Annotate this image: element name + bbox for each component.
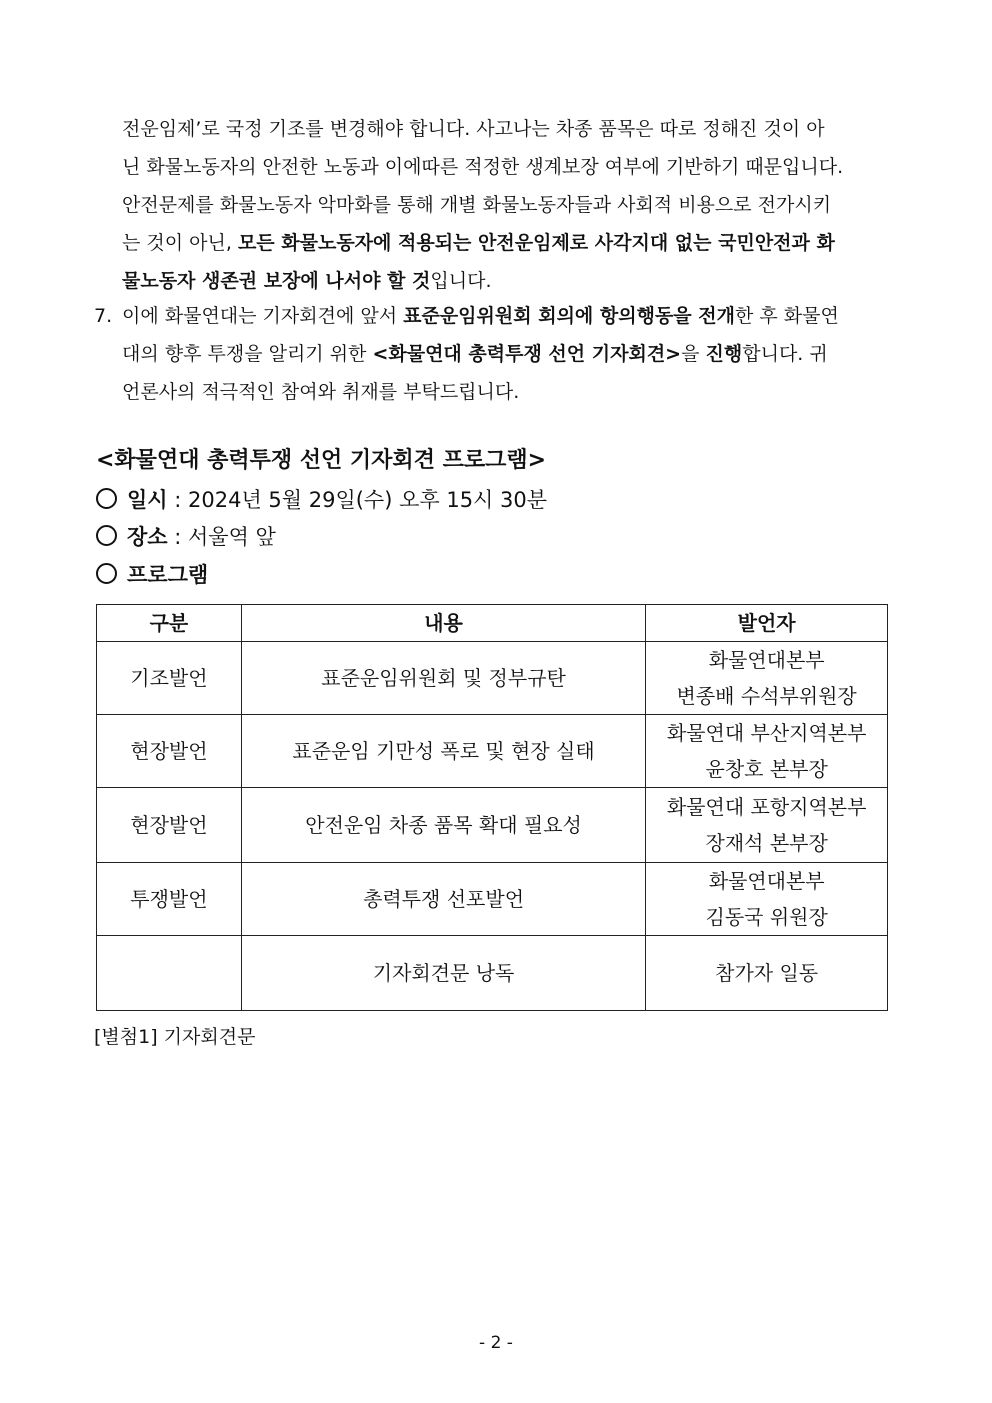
table-header-row [97,605,888,642]
cell-category: 현장발언 [97,715,242,788]
date-value: : 2024년 5월 29일(수) 오후 15시 30분 [167,488,548,512]
attachment-note: [별첨1] 기자회견문 [94,1026,256,1048]
header-content: 내용 [241,605,645,642]
table-row [97,936,888,1011]
circle-bullet-icon [96,563,117,584]
date-label: 일시 [127,488,168,512]
cell-category [97,936,242,1011]
speaker-name: 김동국 위원장 [705,905,828,929]
table-row [97,715,888,788]
speaker-org: 참가자 일동 [715,961,819,985]
speaker-name: 장재석 본부장 [705,831,828,855]
cell-speaker [646,788,888,863]
table-row [97,788,888,863]
date-row [96,483,547,517]
circle-bullet-icon [96,525,117,546]
text-line [122,262,898,300]
cell-category: 기조발언 [97,642,242,715]
text-line [122,297,898,335]
speaker-org: 화물연대 포항지역본부 [666,795,867,819]
bold-text: 모든 화물노동자에 적용되는 안전운임제로 사각지대 없는 국민안전과 화 [237,232,835,254]
program-title: <화물연대 총력투쟁 선언 기자회견 프로그램> [96,448,547,473]
bold-text: <화물연대 총력투쟁 선언 기자회견> [372,343,682,365]
text-span: 는 것이 아닌, [122,232,238,254]
table-row [97,642,888,715]
text-line: 전운임제’로 국정 기조를 변경해야 합니다. 사고나는 차종 품목은 따로 정해진 것이 아 [122,118,825,140]
cell-speaker [646,715,888,788]
text-span: 대의 향후 투쟁을 알리기 위한 [122,343,373,365]
text-span: 입니다. [430,270,492,292]
program-table [96,604,888,1011]
cell-content: 기자회견문 낭독 [241,936,645,1011]
place-label: 장소 [127,525,168,549]
text-span: 이에 화물연대는 기자회견에 앞서 [122,305,404,327]
item-7-paragraph [122,297,898,411]
table-row [97,863,888,936]
header-speaker: 발언자 [646,605,888,642]
bold-text: 진행 [705,343,743,365]
text-line: 닌 화물노동자의 안전한 노동과 이에따른 적정한 생계보장 여부에 기반하기 때문입니다. [122,156,844,178]
program-row [96,558,208,592]
paragraph-continued [122,110,898,300]
cell-content: 표준운임 기만성 폭로 및 현장 실태 [241,715,645,788]
place-row [96,520,276,554]
cell-content: 안전운임 차종 품목 확대 필요성 [241,788,645,863]
cell-category: 현장발언 [97,788,242,863]
circle-bullet-icon [96,488,117,509]
program-label: 프로그램 [127,563,209,587]
speaker-org: 화물연대본부 [708,869,825,893]
cell-speaker [646,936,888,1011]
speaker-org: 화물연대 부산지역본부 [666,721,867,745]
speaker-org: 화물연대본부 [708,648,825,672]
place-value: : 서울역 앞 [167,525,276,549]
bold-text: 물노동자 생존권 보장에 나서야 할 것 [122,270,431,292]
text-line [122,224,898,262]
header-category: 구분 [97,605,242,642]
speaker-name: 변종배 수석부위원장 [676,684,857,708]
text-span: 합니다. 귀 [742,343,828,365]
bold-text: 표준운임위원회 회의에 항의행동을 전개 [403,305,735,327]
text-span: 을 [681,343,706,365]
text-line: 언론사의 적극적인 참여와 취재를 부탁드립니다. [122,381,520,403]
cell-category: 투쟁발언 [97,863,242,936]
text-span: 한 후 화물연 [735,305,839,327]
page-number: - 2 - [479,1333,513,1353]
cell-speaker [646,863,888,936]
text-line: 안전문제를 화물노동자 악마화를 통해 개별 화물노동자들과 사회적 비용으로 전가시키 [122,194,832,216]
cell-content: 표준운임위원회 및 정부규탄 [241,642,645,715]
text-line [122,335,898,373]
cell-speaker [646,642,888,715]
cell-content: 총력투쟁 선포발언 [241,863,645,936]
speaker-name: 윤창호 본부장 [705,757,828,781]
item-number: 7. [94,305,113,327]
